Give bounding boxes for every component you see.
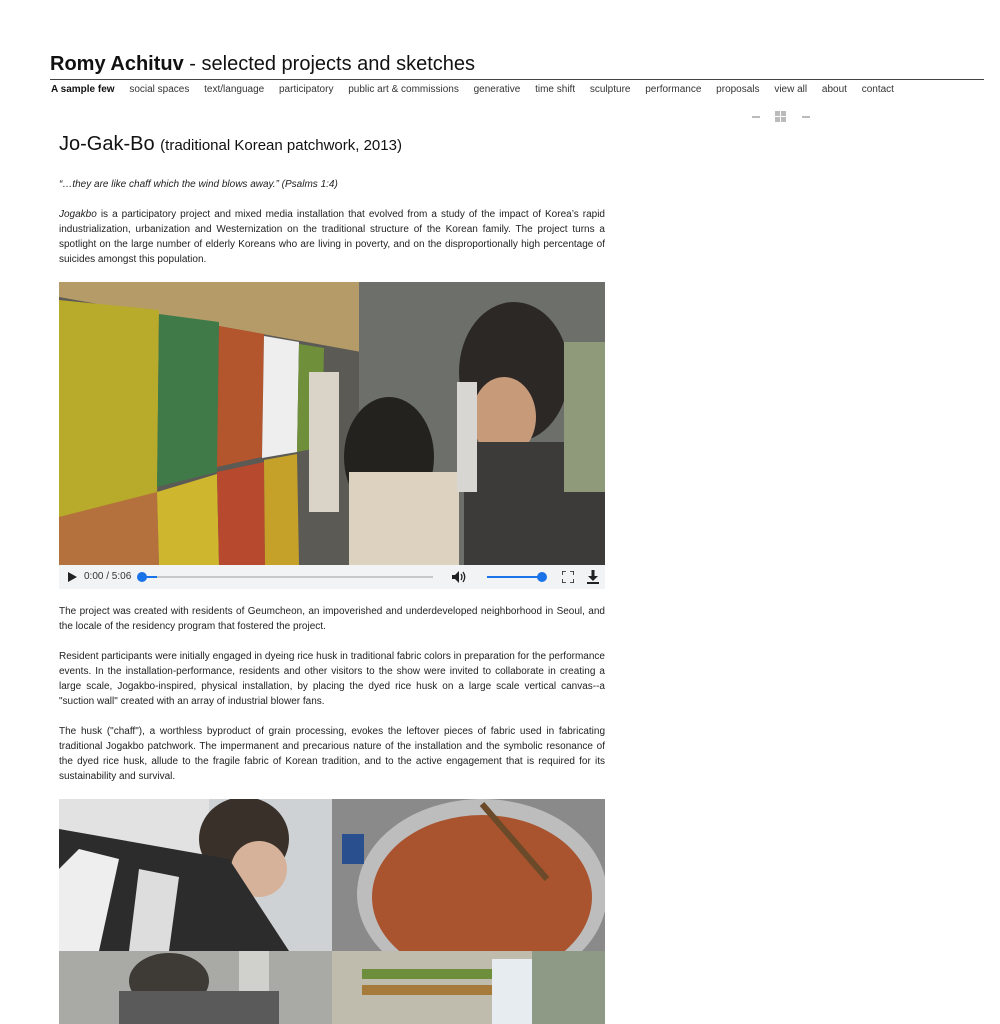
nav-item-about[interactable]: about	[821, 84, 847, 95]
video-scrubber[interactable]	[141, 576, 433, 578]
video-controls	[59, 565, 605, 589]
intro-text: is a participatory project and mixed media installation that evolved from a study of the impact of Korea’s rapid industrialization, urbanization and Westernization on the traditional structure of the Korean family. The project turns a spotlight on the large number of elderly Koreans who are living in poverty, and on the disproportionally high percentage of suicides amongst this population.	[59, 209, 605, 265]
photo-man-dyeing	[59, 951, 332, 1024]
site-owner-name[interactable]: Romy Achituv	[50, 53, 184, 75]
site-tagline: - selected projects and sketches	[183, 53, 475, 75]
nav-item-text-language[interactable]: text/language	[204, 84, 265, 95]
project-subtitle: (traditional Korean patchwork, 2013)	[160, 137, 402, 154]
download-icon[interactable]	[587, 570, 599, 584]
nav-item-sculpture[interactable]: sculpture	[589, 84, 631, 95]
photo-gallery	[59, 799, 605, 1024]
play-icon[interactable]	[68, 572, 77, 582]
site-title	[50, 53, 475, 76]
nav-item-participatory[interactable]: participatory	[278, 84, 334, 95]
volume-slider[interactable]	[487, 576, 543, 578]
main-nav	[51, 84, 906, 95]
arrow-left-icon[interactable]	[752, 116, 760, 118]
grid-icon[interactable]	[775, 111, 786, 122]
video-player[interactable]	[59, 282, 605, 589]
project-content	[59, 130, 605, 1024]
video-frame[interactable]	[59, 282, 605, 565]
gallery-photo-dye-pot[interactable]	[332, 799, 605, 951]
arrow-right-icon[interactable]	[802, 116, 810, 118]
nav-item-proposals[interactable]: proposals	[716, 84, 760, 95]
scrubber-knob[interactable]	[137, 572, 147, 582]
body-paragraph-3: The husk ("chaff"), a worthless byproduct of grain processing, evokes the leftover pieces of fabric used in fabricating traditional Jogakbo patchwork. The impermanent and precarious nature of the installation and the symbolic resonance of the dyed rice husk, allude to the fragile fabric of Korean tradition, and to the active engagement that is required for its sustainability and survival.	[59, 726, 605, 782]
nav-item-view-all[interactable]: view all	[774, 84, 808, 95]
nav-item-social-spaces[interactable]: social spaces	[129, 84, 190, 95]
volume-icon[interactable]	[452, 571, 468, 583]
nav-item-generative[interactable]: generative	[473, 84, 521, 95]
nav-item-performance[interactable]: performance	[645, 84, 702, 95]
nav-item-time-shift[interactable]: time shift	[535, 84, 576, 95]
nav-item-public-art[interactable]: public art & commissions	[348, 84, 459, 95]
project-title	[59, 130, 605, 160]
project-title-text: Jo-Gak-Bo	[59, 133, 155, 155]
fullscreen-icon[interactable]	[562, 571, 574, 583]
intro-paragraph	[59, 207, 605, 267]
body-paragraph-2: Resident participants were initially engaged in dyeing rice husk in traditional fabric colors in preparation for the performance events. In the installation-performance, residents and other visitors to the show were invited to collaborate in creating a large scale, Jogakbo-inspired, physical installation, by placing the dyed rice husk on a large scale vertical canvas--a "suction wall" created with an array of industrial blower fans.	[59, 651, 605, 707]
nav-item-contact[interactable]: contact	[861, 84, 894, 95]
epigraph-quote: “…they are like chaff which the wind blows away.” (Psalms 1:4)	[59, 179, 338, 190]
intro-emphasis: Jogakbo	[59, 209, 97, 220]
project-pager	[749, 111, 813, 123]
header-divider	[50, 79, 984, 80]
nav-item-a-sample-few[interactable]: A sample few	[51, 84, 115, 95]
photo-dye-pot	[332, 799, 605, 951]
video-still-image	[59, 282, 605, 565]
volume-knob[interactable]	[537, 572, 547, 582]
gallery-photo-man-dyeing[interactable]	[59, 951, 332, 1024]
body-paragraph-1: The project was created with residents of Geumcheon, an impoverished and underdeveloped neighborhood in Seoul, and the locale of the residency program that fostered the project.	[59, 606, 605, 632]
photo-supplies	[332, 951, 605, 1024]
gallery-photo-woman-working[interactable]	[59, 799, 332, 951]
gallery-photo-supplies[interactable]	[332, 951, 605, 1024]
video-time: 0:00 / 5:06	[84, 571, 132, 582]
photo-woman-working	[59, 799, 332, 951]
